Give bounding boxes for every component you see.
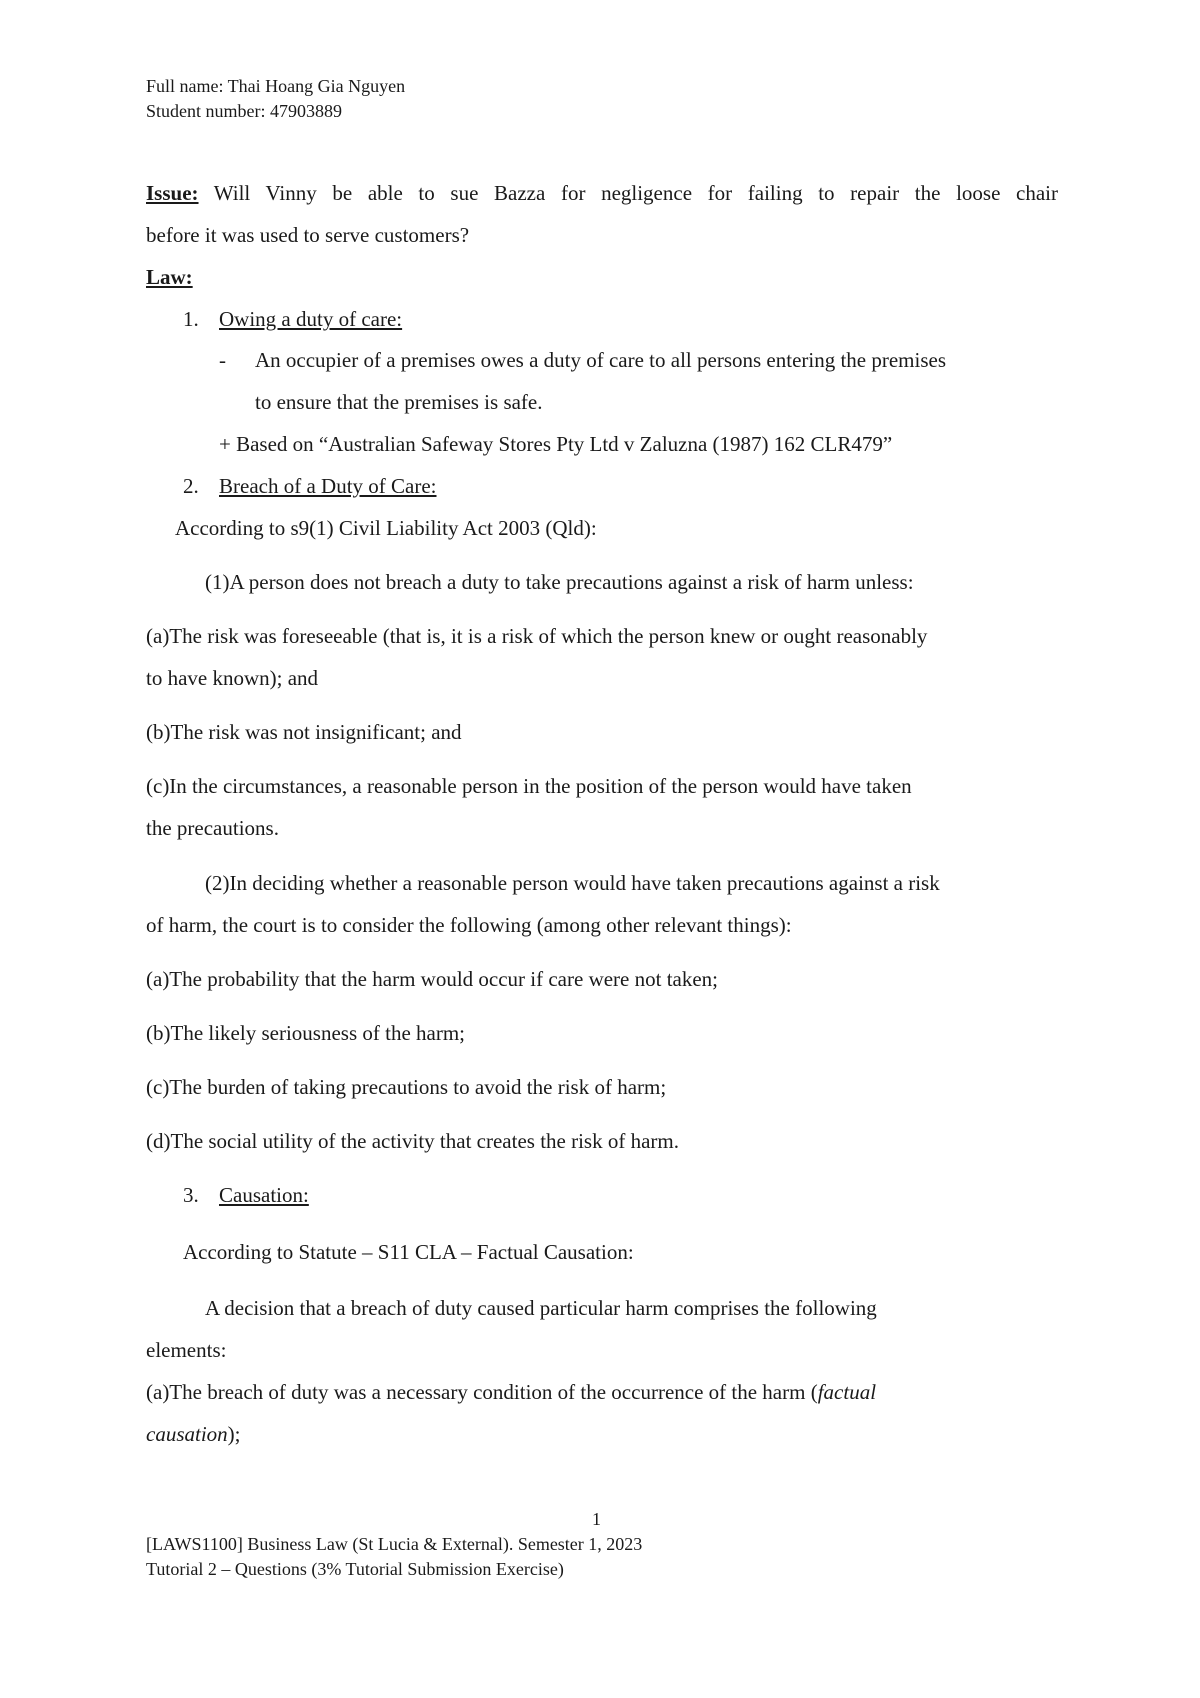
breach-a-line1: (a)The risk was foreseeable (that is, it is a risk of which the person knew or ought reasonably: [146, 624, 928, 648]
student-number: Student number: 47903889: [146, 101, 342, 121]
causation-a-line1: [146, 1379, 876, 1405]
breach-intro: According to s9(1) Civil Liability Act 2003 (Qld):: [175, 516, 597, 540]
breach-a-line2: to have known); and: [146, 666, 319, 690]
law-label: Law:: [146, 265, 193, 289]
breach-s2b: (b)The likely seriousness of the harm;: [146, 1021, 465, 1045]
breach-s1: (1)A person does not breach a duty to take precautions against a risk of harm unless:: [205, 570, 914, 594]
duty-heading: Owing a duty of care:: [219, 307, 403, 331]
footer-tutorial: Tutorial 2 – Questions (3% Tutorial Submission Exercise): [146, 1559, 564, 1579]
causation-heading: Causation:: [219, 1183, 309, 1207]
breach-c-line1: (c)In the circumstances, a reasonable person in the position of the person would have taken: [146, 774, 912, 798]
duty-bullet-line1: An occupier of a premises owes a duty of care to all persons entering the premises: [255, 348, 947, 372]
issue-text-2: before it was used to serve customers?: [146, 223, 470, 247]
duty-dash: -: [219, 348, 226, 372]
causation-number: 3.: [183, 1183, 199, 1207]
issue-paragraph-line1: [146, 180, 1058, 206]
full-name: Full name: Thai Hoang Gia Nguyen: [146, 76, 406, 96]
breach-number: 2.: [183, 474, 199, 498]
page-number: 1: [592, 1509, 601, 1529]
footer-course: [LAWS1100] Business Law (St Lucia & External). Semester 1, 2023: [146, 1534, 643, 1554]
duty-number: 1.: [183, 307, 199, 331]
causation-a-text: (a)The breach of duty was a necessary condition of the occurrence of the harm (: [146, 1380, 818, 1404]
duty-bullet-line2: to ensure that the premises is safe.: [255, 390, 543, 414]
causation-a-end: );: [227, 1422, 241, 1446]
duty-case-ref: + Based on “Australian Safeway Stores Pty Ltd v Zaluzna (1987) 162 CLR479”: [219, 432, 893, 456]
issue-label: Issue:: [146, 181, 199, 205]
causation-p-line1: A decision that a breach of duty caused particular harm comprises the following: [205, 1296, 877, 1320]
causation-a-italic-2: causation: [146, 1422, 228, 1446]
causation-intro: According to Statute – S11 CLA – Factual Causation:: [183, 1240, 634, 1264]
breach-s2-line1: (2)In deciding whether a reasonable person would have taken precautions against a risk: [205, 871, 940, 895]
issue-text-1: Will Vinny be able to sue Bazza for negligence for failing to repair the loose chair: [198, 181, 1058, 205]
breach-s2c: (c)The burden of taking precautions to avoid the risk of harm;: [146, 1075, 667, 1099]
causation-a-line2: [146, 1421, 241, 1447]
causation-p-line2: elements:: [146, 1338, 227, 1362]
breach-s2d: (d)The social utility of the activity that creates the risk of harm.: [146, 1129, 679, 1153]
breach-b: (b)The risk was not insignificant; and: [146, 720, 462, 744]
breach-s2-line2: of harm, the court is to consider the following (among other relevant things):: [146, 913, 792, 937]
breach-c-line2: the precautions.: [146, 816, 279, 840]
breach-heading: Breach of a Duty of Care:: [219, 474, 437, 498]
breach-s2a: (a)The probability that the harm would occur if care were not taken;: [146, 967, 719, 991]
causation-a-italic-1: factual: [817, 1380, 877, 1404]
